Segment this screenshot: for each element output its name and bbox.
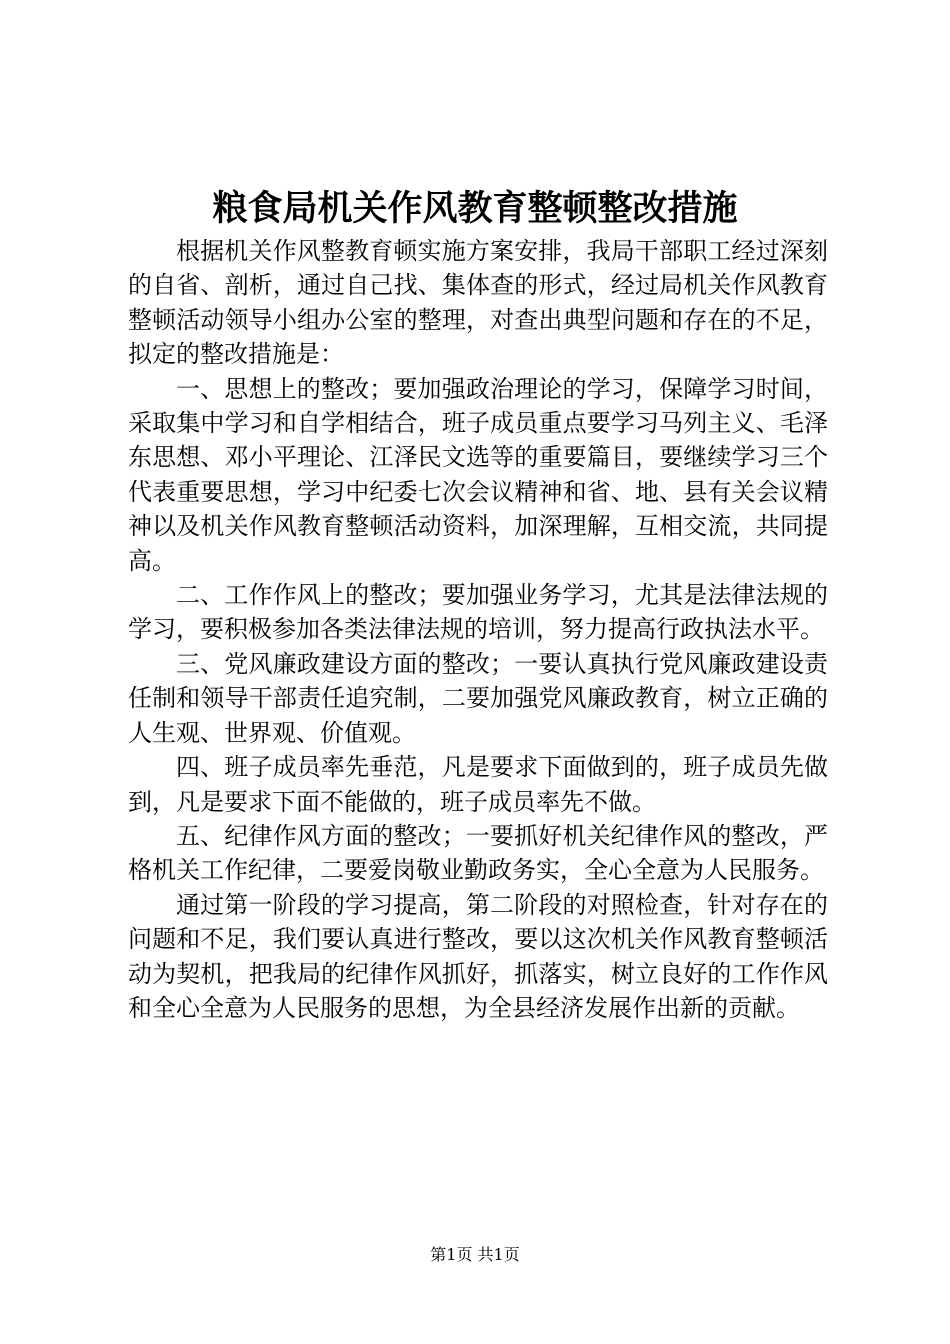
document-title: 粮食局机关作风教育整顿整改措施	[212, 188, 738, 229]
document-body	[128, 234, 828, 1025]
page-footer: 第1页 共1页	[430, 1245, 520, 1264]
paragraph-item-5: 五、纪律作风方面的整改；一要抓好机关纪律作风的整改，严格机关工作纪律，二要爱岗敬业勤政务实，全心全意为人民服务。	[128, 821, 828, 885]
paragraph-item-4: 四、班子成员率先垂范，凡是要求下面做到的，班子成员先做到，凡是要求下面不能做的，班子成员率先不做。	[128, 753, 828, 816]
paragraph-item-1: 一、思想上的整改；要加强政治理论的学习，保障学习时间，采取集中学习和自学相结合，班子成员重点要学习马列主义、毛泽东思想、邓小平理论、江泽民文选等的重要篇目，要继续学习三个代表重要思想，学习中纪委七次会议精神和省、地、县有关会议精神以及机关作风教育整顿活动资料，加深理解，互相交流，共同提高。	[128, 374, 828, 575]
paragraph-item-2: 二、工作作风上的整改；要加强业务学习，尤其是法律法规的学习，要积极参加各类法律法规的培训，努力提高行政执法水平。	[128, 581, 828, 644]
paragraph-conclusion: 通过第一阶段的学习提高，第二阶段的对照检查，针对存在的问题和不足，我们要认真进行整改，要以这次机关作风教育整顿活动为契机，把我局的纪律作风抓好，抓落实，树立良好的工作作风和全心全意为人民服务的思想，为全县经济发展作出新的贡献。	[128, 890, 828, 1022]
paragraph-item-3: 三、党风廉政建设方面的整改；一要认真执行党风廉政建设责任制和领导干部责任追究制，二要加强党风廉政教育，树立正确的人生观、世界观、价值观。	[128, 649, 828, 747]
paragraph-intro: 根据机关作风整教育顿实施方案安排，我局干部职工经过深刻的自省、剖析，通过自己找、集体查的形式，经过局机关作风教育整顿活动领导小组办公室的整理，对查出典型问题和存在的不足，拟定的整改措施是：	[128, 237, 828, 369]
